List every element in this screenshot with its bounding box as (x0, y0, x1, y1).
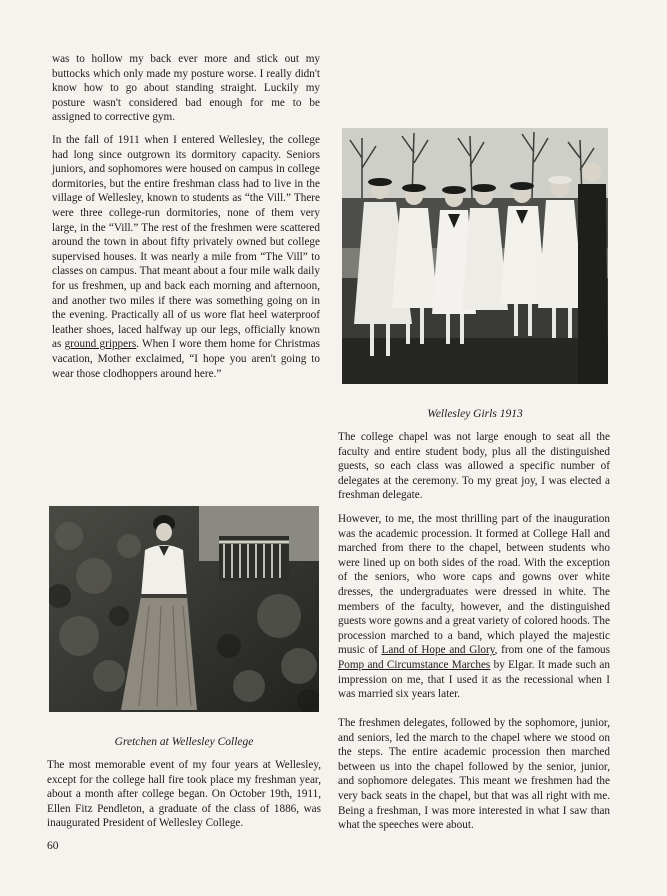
left-paragraph-2 (52, 133, 320, 381)
gretchen-photo-image (49, 506, 319, 712)
ground-grippers-term: ground grippers (64, 338, 137, 351)
left-paragraph-1: was to hollow my back ever more and stick out my buttocks which only made my posture worse. I really didn't know how to go about standing straight. Luckily my posture wasn't considered bad enough for me to be assigned to corrective gym. (52, 53, 320, 124)
right-paragraph-2-text-a: However, to me, the most thrilling part of the inauguration was the academic procession. It formed at College Hall and marched from there to the chapel, between students who were lined up on both sides of the road. With the exception of the seniors, who wore caps and gowns over white dresses, the undergraduates were dressed in white. The members of the faculty, however, and the distinguished guests wore gowns and a great variety of colored hoods. The procession marched to a band, which played the majestic music of (338, 513, 610, 657)
pomp-circumstance-title: Pomp and Circumstance Marches (338, 658, 491, 671)
left-paragraph-2-text-b: . When I wore them home for Christmas vacation, Mother exclaimed, “I hope you aren't going to wear those clodhoppers around here.” (52, 338, 320, 380)
left-paragraph-3: The most memorable event of my four years at Wellesley, except for the college hall fire took place my freshman year, about a month after college began. On October 19th, 1911, Ellen Fitz Pendleton, a graduate of the class of 1886, was inaugurated President of Wellesley College. (47, 759, 321, 830)
land-of-hope-title: Land of Hope and Glory (381, 644, 495, 657)
right-paragraph-2-text-b: , from one of the famous (494, 644, 610, 657)
wellesley-girls-photo-image (342, 128, 608, 384)
right-paragraph-2 (338, 512, 610, 702)
right-paragraph-2-text-c: by Elgar. It made such an impression on me, that I used it as the recessional when I was married six years later. (338, 658, 610, 701)
gretchen-photo-caption: Gretchen at Wellesley College (114, 736, 254, 748)
right-paragraph-1: The college chapel was not large enough to seat all the faculty and entire student body, plus all the distinguished guests, so each class was allowed a specific number of delegates at the ceremony. To my great joy, I was elected a freshman delegate. (338, 431, 610, 502)
left-paragraph-2-text-a: In the fall of 1911 when I entered Wellesley, the college had long since outgrown its dormitory capacity. Seniors juniors, and sophomores were housed on campus in college dormitories, but the entire freshman class had to live in the village of Wellesley, known to students as “the Vill.” There were three college-run dormitories, none of them very large, in the “Vill.” The rest of the freshmen were scattered around the town in about fifty privately owned but college supervised houses. It was nearly a mile from “The Vill” to classes on campus. That meant about a four mile walk daily for us freshmen, up and back each morning and afternoon, and another two miles if there was something going on in the evening. Practically all of us wore flat heel waterproof leather shoes, laced halfway up our legs, officially known as (52, 134, 320, 351)
gretchen-photo (49, 506, 319, 712)
wellesley-girls-photo (342, 128, 608, 384)
right-paragraph-3: The freshmen delegates, followed by the sophomore, junior, and seniors, led the march to the chapel where we stood on the steps. The entire academic procession then marched between us into the chapel followed by the senior, junior, and sophomore delegates. This meant we freshmen had the very back seats in the chapel, but that was all right with me. Being a freshman, I was more interested in what I saw than what the speeches were about. (338, 717, 610, 832)
wellesley-girls-caption: Wellesley Girls 1913 (427, 408, 523, 420)
page-number: 60 (47, 840, 59, 852)
